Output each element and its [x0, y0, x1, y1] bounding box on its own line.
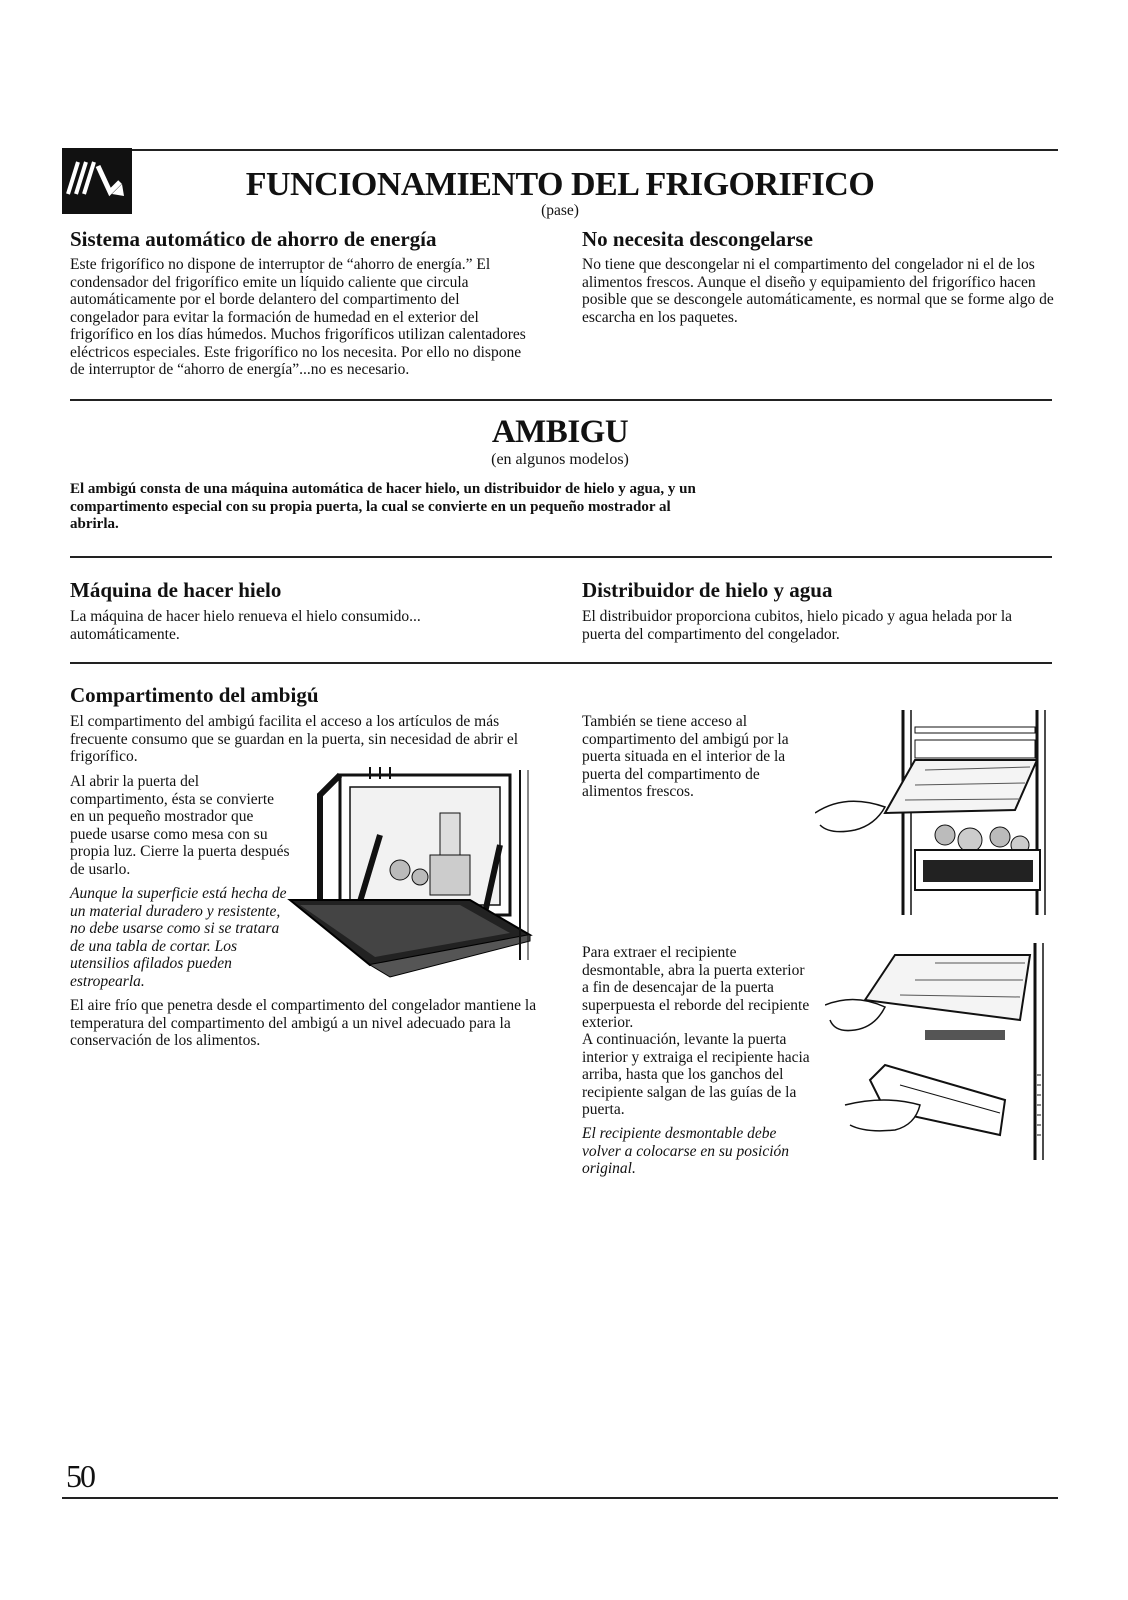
header-rule: [132, 149, 1058, 151]
compartment-p1: El compartimento del ambigú facilita el acceso a los artículos de más frecuente consumo que se guardan en la puerta, sin necesidad de abrir el frigorífico.: [70, 713, 519, 765]
ambigu-title: AMBIGU: [491, 414, 629, 450]
divider-1: [70, 399, 1052, 401]
header-logo: [62, 148, 132, 214]
defrost-body: No tiene que descongelar ni el compartimento del congelador ni el de los alimentos frescos. Aunque el diseño y equipamiento del frigorífico hacen posible que se descongele automáticamente, es normal que se forme algo de escarcha en los paquetes.: [582, 256, 1054, 326]
compartment-right-p3: A continuación, levante la puerta interior y extraiga el recipiente hacia arriba, hasta que los ganchos del recipiente salgan de las guías de la puerta.: [582, 1031, 810, 1118]
icemaker-heading: Máquina de hacer hielo: [70, 578, 282, 602]
inner-door-access-illustration: [815, 705, 1055, 920]
divider-3: [70, 662, 1052, 664]
remove-bin-illustration: [825, 935, 1055, 1165]
page-title: FUNCIONAMIENTO DEL FRIGORIFICO: [245, 166, 875, 203]
open-counter-door-illustration: [280, 765, 540, 985]
dispenser-heading: Distribuidor de hielo y agua: [582, 578, 833, 602]
page-subtitle: (pase): [541, 202, 579, 219]
compartment-right-p2: Para extraer el recipiente desmontable, abra la puerta exterior a fin de desencajar de la puerta superpuesta el reborde del recipiente exterior.: [582, 944, 810, 1031]
dispenser-body: El distribuidor proporciona cubitos, hielo picado y agua helada por la puerta del compartimento del congelador.: [582, 608, 1013, 643]
energy-heading: Sistema automático de ahorro de energía: [70, 227, 437, 251]
compartment-p2: Al abrir la puerta del compartimento, ésta se convierte en un pequeño mostrador que puede usarse como mesa con su propia luz. Cierre la puerta después de usarlo.: [70, 773, 290, 878]
compartment-right-p4: El recipiente desmontable debe volver a colocarse en su posición original.: [582, 1125, 790, 1177]
energy-body: Este frigorífico no dispone de interruptor de “ahorro de energía.” El condensador del frigorífico emite un líquido caliente que circula automáticamente por el borde delantero del compartimento del congelador para evitar la formación de humedad en el exterior del frigorífico en los días húmedos. Muchos frigoríficos utilizan calentadores eléctricos especiales. Este frigorífico no los necesita. Por ello no dispone de interruptor de “ahorro de energía”...no es necesario.: [70, 256, 526, 378]
compartment-p4: El aire frío que penetra desde el compartimento del congelador mantiene la temperatura del compartimento del ambigú a un nivel adecuado para la conservación de los alimentos.: [70, 997, 537, 1049]
icemaker-body: La máquina de hacer hielo renueva el hielo consumido... automáticamente.: [70, 608, 421, 643]
ambigu-subtitle: (en algunos modelos): [491, 451, 629, 468]
divider-2: [70, 556, 1052, 558]
logo-mark-icon: [62, 148, 132, 214]
page-number: 50: [66, 1458, 94, 1494]
compartment-heading: Compartimento del ambigú: [70, 683, 319, 707]
compartment-p3: Aunque la superficie está hecha de un material duradero y resistente, no debe usarse como si se tratara de una tabla de cortar. Los utensilios afilados pueden estropearla.: [70, 885, 287, 990]
defrost-heading: No necesita descongelarse: [582, 227, 813, 251]
footer-rule: [62, 1497, 1058, 1499]
ambigu-intro: El ambigú consta de una máquina automática de hacer hielo, un distribuidor de hielo y agua, y un compartimento especial con su propia puerta, la cual se convierte en un pequeño mostrador al abrirla.: [70, 481, 696, 532]
compartment-right-p1: También se tiene acceso al compartimento del ambigú por la puerta situada en el interior de la puerta del compartimento de alimentos frescos.: [582, 713, 789, 800]
